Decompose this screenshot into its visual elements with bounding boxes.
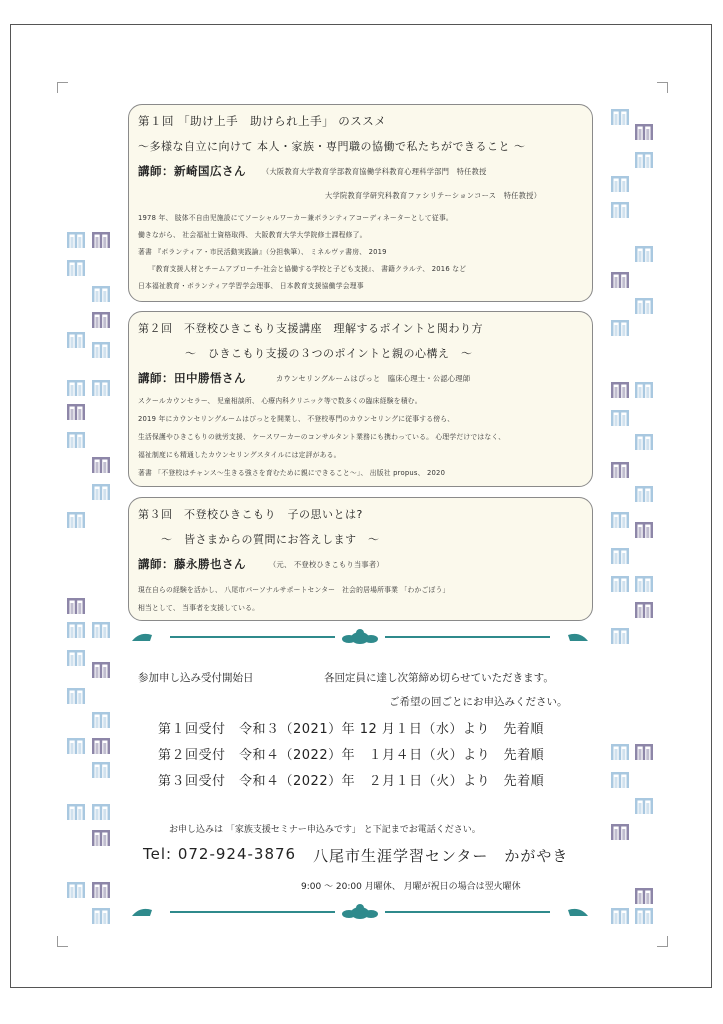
session3-lecturer: 講師：藤永勝也さん xyxy=(138,557,246,571)
deco-tile xyxy=(91,284,111,304)
contact-intro: お申し込みは 「家族支援セミナー申込みです」 と下記までお電話ください。 xyxy=(169,825,481,835)
contact-hours: 9:00 〜 20:00 月曜休、 月曜が祝日の場合は翌火曜休 xyxy=(301,882,521,892)
deco-tile xyxy=(610,270,630,290)
deco-tile xyxy=(610,822,630,842)
contact-organization: 八尾市生涯学習センター かがやき xyxy=(313,847,569,865)
deco-tile xyxy=(66,230,86,250)
deco-tile xyxy=(66,378,86,398)
registration-notice: 各回定員に達し次第締め切らせていただきます。 xyxy=(324,672,554,684)
deco-tile xyxy=(66,736,86,756)
deco-tile xyxy=(610,174,630,194)
deco-tile xyxy=(634,574,654,594)
session3-affiliation: （元、 不登校ひきこもり当事者） xyxy=(269,560,384,569)
deco-tile xyxy=(91,455,111,475)
registration-start-label: 参加申し込み受付開始日 xyxy=(138,672,254,684)
deco-tile xyxy=(634,432,654,452)
deco-tile xyxy=(66,330,86,350)
deco-tile xyxy=(66,802,86,822)
session3-subtitle: 〜 皆さまからの質問にお答えします 〜 xyxy=(161,533,380,546)
deco-tile xyxy=(66,258,86,278)
session1-box xyxy=(128,104,593,302)
deco-tile xyxy=(610,408,630,428)
contact-phone[interactable]: Tel: 072-924-3876 xyxy=(143,845,297,863)
deco-tile xyxy=(610,742,630,762)
deco-tile xyxy=(634,742,654,762)
session3-bio-line: 相当として、 当事者を支援している。 xyxy=(138,604,260,612)
decorative-separator xyxy=(130,903,590,921)
deco-tile xyxy=(91,660,111,680)
deco-tile xyxy=(91,620,111,640)
session1-bio-line: 『教育支援人材とチームアプローチ‐社会と協働する学校と子ども支援』、 書籍クラルテ、 2016 など xyxy=(138,265,467,273)
deco-tile xyxy=(91,736,111,756)
crop-mark xyxy=(57,82,68,93)
deco-tile xyxy=(91,482,111,502)
session2-title: 第２回 不登校ひきこもり支援講座 理解するポイントと関わり方 xyxy=(138,322,483,335)
deco-tile xyxy=(91,710,111,730)
session2-bio-line: 著書 「不登校はチャンス〜生きる強さを育むために親にできること〜」、 出版社 propus、 2020 xyxy=(138,469,446,477)
registration-notice-2: ご希望の回ごとにお申込みください。 xyxy=(389,696,568,708)
deco-tile xyxy=(634,796,654,816)
deco-tile xyxy=(610,770,630,790)
deco-tile xyxy=(91,760,111,780)
session2-bio-line: 福祉制度にも精通したカウンセリングスタイルには定評がある。 xyxy=(138,451,341,459)
deco-tile xyxy=(610,460,630,480)
decorative-separator xyxy=(130,628,590,646)
deco-tile xyxy=(610,318,630,338)
deco-tile xyxy=(610,546,630,566)
session2-lecturer: 講師：田中勝悟さん xyxy=(138,371,246,385)
session1-title: 第１回 「助け上手 助けられ上手」 のススメ xyxy=(138,114,387,128)
deco-tile xyxy=(91,340,111,360)
session1-bio-line: 日本福祉教育・ボランティア学習学会理事、 日本教育支援協働学会理事 xyxy=(138,282,364,290)
deco-tile xyxy=(91,310,111,330)
deco-tile xyxy=(634,122,654,142)
deco-tile xyxy=(91,828,111,848)
deco-tile xyxy=(66,648,86,668)
deco-tile xyxy=(634,906,654,926)
crop-mark xyxy=(657,82,668,93)
deco-tile xyxy=(66,510,86,530)
session1-bio-line: 働きながら、 社会福祉士資格取得、 大阪教育大学大学院修士課程修了。 xyxy=(138,231,367,239)
deco-tile xyxy=(634,244,654,264)
deco-tile xyxy=(634,600,654,620)
deco-tile xyxy=(610,107,630,127)
session2-bio-line: 生活保護やひきこもりの就労支援、 ケースワーカーのコンサルタント業務にも携わっている。 心理学だけではなく、 xyxy=(138,433,506,441)
session2-bio-line: スクールカウンセラー、 児童相談所、 心療内科クリニック等で数多くの臨床経験を積む。 xyxy=(138,397,422,405)
deco-tile xyxy=(91,880,111,900)
deco-tile xyxy=(66,686,86,706)
deco-tile xyxy=(610,380,630,400)
deco-tile xyxy=(91,802,111,822)
deco-tile xyxy=(610,906,630,926)
deco-tile xyxy=(66,430,86,450)
deco-tile xyxy=(91,906,111,926)
session1-bio-line: 1978 年、 肢体不自由児施設にてソーシャルワーカー兼ボランティアコーディネーターとして従事。 xyxy=(138,214,453,222)
deco-tile xyxy=(634,886,654,906)
deco-tile xyxy=(66,402,86,422)
crop-mark xyxy=(57,936,68,947)
deco-tile xyxy=(634,520,654,540)
crop-mark xyxy=(657,936,668,947)
session1-affiliation-2: 大学院教育学研究科教育ファシリテーションコース 特任教授） xyxy=(325,191,542,200)
session2-affiliation: カウンセリングルームはぴっと 臨床心理士・公認心理師 xyxy=(276,374,471,383)
deco-tile xyxy=(610,574,630,594)
session1-bio-line: 著書 『ボランティア・市民活動実践論』（分担執筆）、 ミネルヴァ書房、 2019 xyxy=(138,248,387,256)
deco-tile xyxy=(634,296,654,316)
session2-subtitle: 〜 ひきこもり支援の３つのポイントと親の心構え 〜 xyxy=(185,347,473,360)
session1-affiliation: （大阪教育大学教育学部教育協働学科教育心理科学部門 特任教授 xyxy=(262,167,487,176)
deco-tile xyxy=(66,620,86,640)
deco-tile xyxy=(634,150,654,170)
session3-box xyxy=(128,497,593,621)
session1-lecturer: 講師：新崎国広さん xyxy=(138,164,246,178)
deco-tile xyxy=(91,230,111,250)
session3-bio-line: 現在自らの経験を活かし、 八尾市パーソナルサポートセンター 社会的居場所事業 「わかごぼう」 xyxy=(138,586,450,594)
deco-tile xyxy=(91,378,111,398)
deco-tile xyxy=(66,596,86,616)
deco-tile xyxy=(610,626,630,646)
deco-tile xyxy=(610,200,630,220)
session2-bio-line: 2019 年にカウンセリングルームはぴっとを開業し、 不登校専門のカウンセリングに従事する傍ら、 xyxy=(138,415,455,423)
deco-tile xyxy=(634,484,654,504)
deco-tile xyxy=(610,510,630,530)
deco-tile xyxy=(66,880,86,900)
session2-box xyxy=(128,311,593,487)
deco-tile xyxy=(634,380,654,400)
session3-title: 第３回 不登校ひきこもり 子の思いとは? xyxy=(138,508,363,521)
session1-subtitle: 〜多様な自立に向けて 本人・家族・専門職の協働で私たちができること 〜 xyxy=(138,140,526,153)
schedule-row: 第３回受付 令和４（2022）年 ２月１日（火）より 先着順 xyxy=(158,774,545,789)
schedule-row: 第１回受付 令和３（2021）年 12 月１日（水）より 先着順 xyxy=(158,722,544,737)
schedule-row: 第２回受付 令和４（2022）年 １月４日（火）より 先着順 xyxy=(158,748,545,763)
